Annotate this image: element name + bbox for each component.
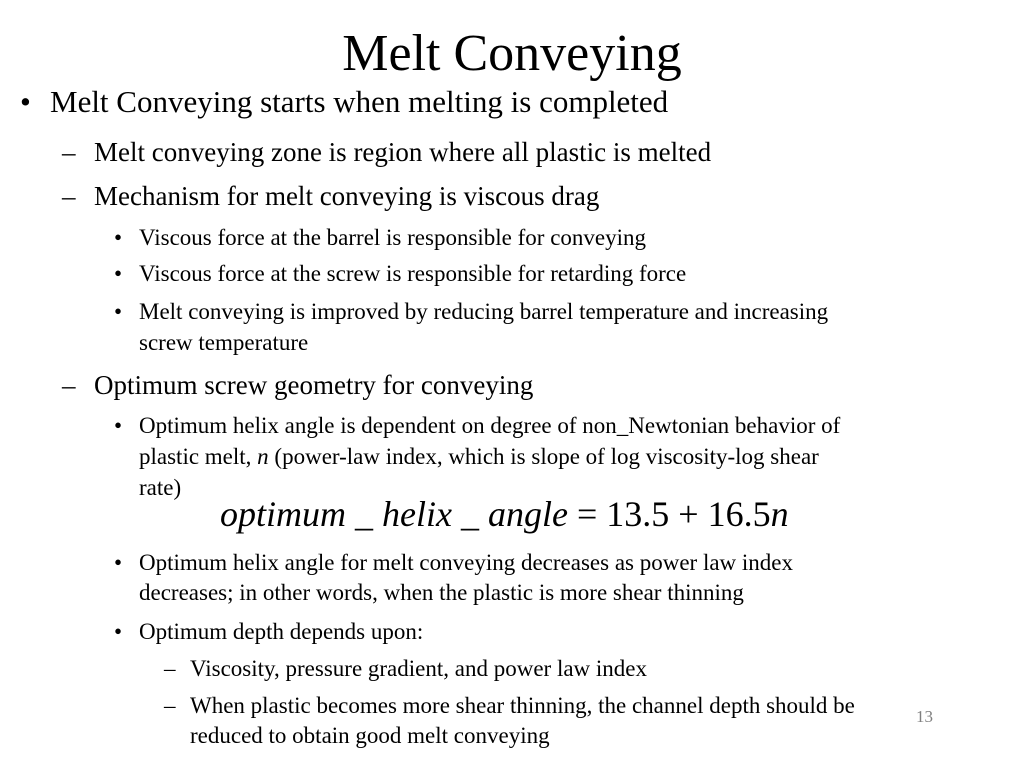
slide-number: 13 xyxy=(916,707,933,726)
bullet-marker: • xyxy=(114,550,123,575)
dash-marker: – xyxy=(62,370,76,400)
bullet-helix-line3: rate) xyxy=(139,475,182,500)
bullet-improved-line1: Melt conveying is improved by reducing barrel temperature and increasing xyxy=(139,299,829,324)
bullet-decreases-line1: Optimum helix angle for melt conveying decreases as power law index xyxy=(139,550,794,575)
helix-angle-formula xyxy=(220,492,789,536)
formula-lhs: optimum _ helix _ angle xyxy=(220,494,568,534)
bullet-marker: • xyxy=(20,84,31,119)
bullet-marker: • xyxy=(114,225,123,250)
formula-plus: + xyxy=(669,494,708,534)
bullet-marker: • xyxy=(114,299,123,324)
bullet-viscosity-pressure: Viscosity, pressure gradient, and power law index xyxy=(190,656,648,681)
dash-marker: – xyxy=(62,181,76,211)
bullet-optimum-depth: Optimum depth depends upon: xyxy=(139,619,424,644)
formula-variable-n: n xyxy=(770,494,789,534)
formula-constant-b: 16.5 xyxy=(707,494,771,534)
bullet-improved-line2: screw temperature xyxy=(139,330,309,355)
bullet-melt-zone: Melt conveying zone is region where all plastic is melted xyxy=(94,137,712,167)
dash-marker: – xyxy=(164,693,176,718)
bullet-helix-line1: Optimum helix angle is dependent on degree of non_Newtonian behavior of xyxy=(139,413,841,438)
bullet-shear-thinning-line1: When plastic becomes more shear thinning, the channel depth should be xyxy=(190,693,855,718)
bullet-marker: • xyxy=(114,413,123,438)
slide-title: Melt Conveying xyxy=(342,25,682,82)
bullet-optimum-geometry: Optimum screw geometry for conveying xyxy=(94,370,534,400)
bullet-decreases-line2: decreases; in other words, when the plastic is more shear thinning xyxy=(139,580,744,605)
dash-marker: – xyxy=(62,137,76,167)
bullet-viscous-barrel: Viscous force at the barrel is responsible for conveying xyxy=(139,225,647,250)
formula-equals: = xyxy=(567,494,607,534)
dash-marker: – xyxy=(164,656,176,681)
bullet-viscous-screw: Viscous force at the screw is responsible for retarding force xyxy=(139,261,687,286)
text-segment: plastic melt, xyxy=(139,444,258,469)
bullet-shear-thinning-line2: reduced to obtain good melt conveying xyxy=(190,723,550,748)
bullet-marker: • xyxy=(114,619,123,644)
variable-n: n xyxy=(257,444,269,469)
formula-constant-a: 13.5 xyxy=(606,494,670,534)
text-segment: (power-law index, which is slope of log viscosity-log shear xyxy=(268,444,819,469)
bullet-melt-conveying-start: Melt Conveying starts when melting is completed xyxy=(50,84,669,119)
bullet-mechanism: Mechanism for melt conveying is viscous drag xyxy=(94,181,600,211)
bullet-marker: • xyxy=(114,261,123,286)
bullet-helix-line2 xyxy=(139,442,819,472)
